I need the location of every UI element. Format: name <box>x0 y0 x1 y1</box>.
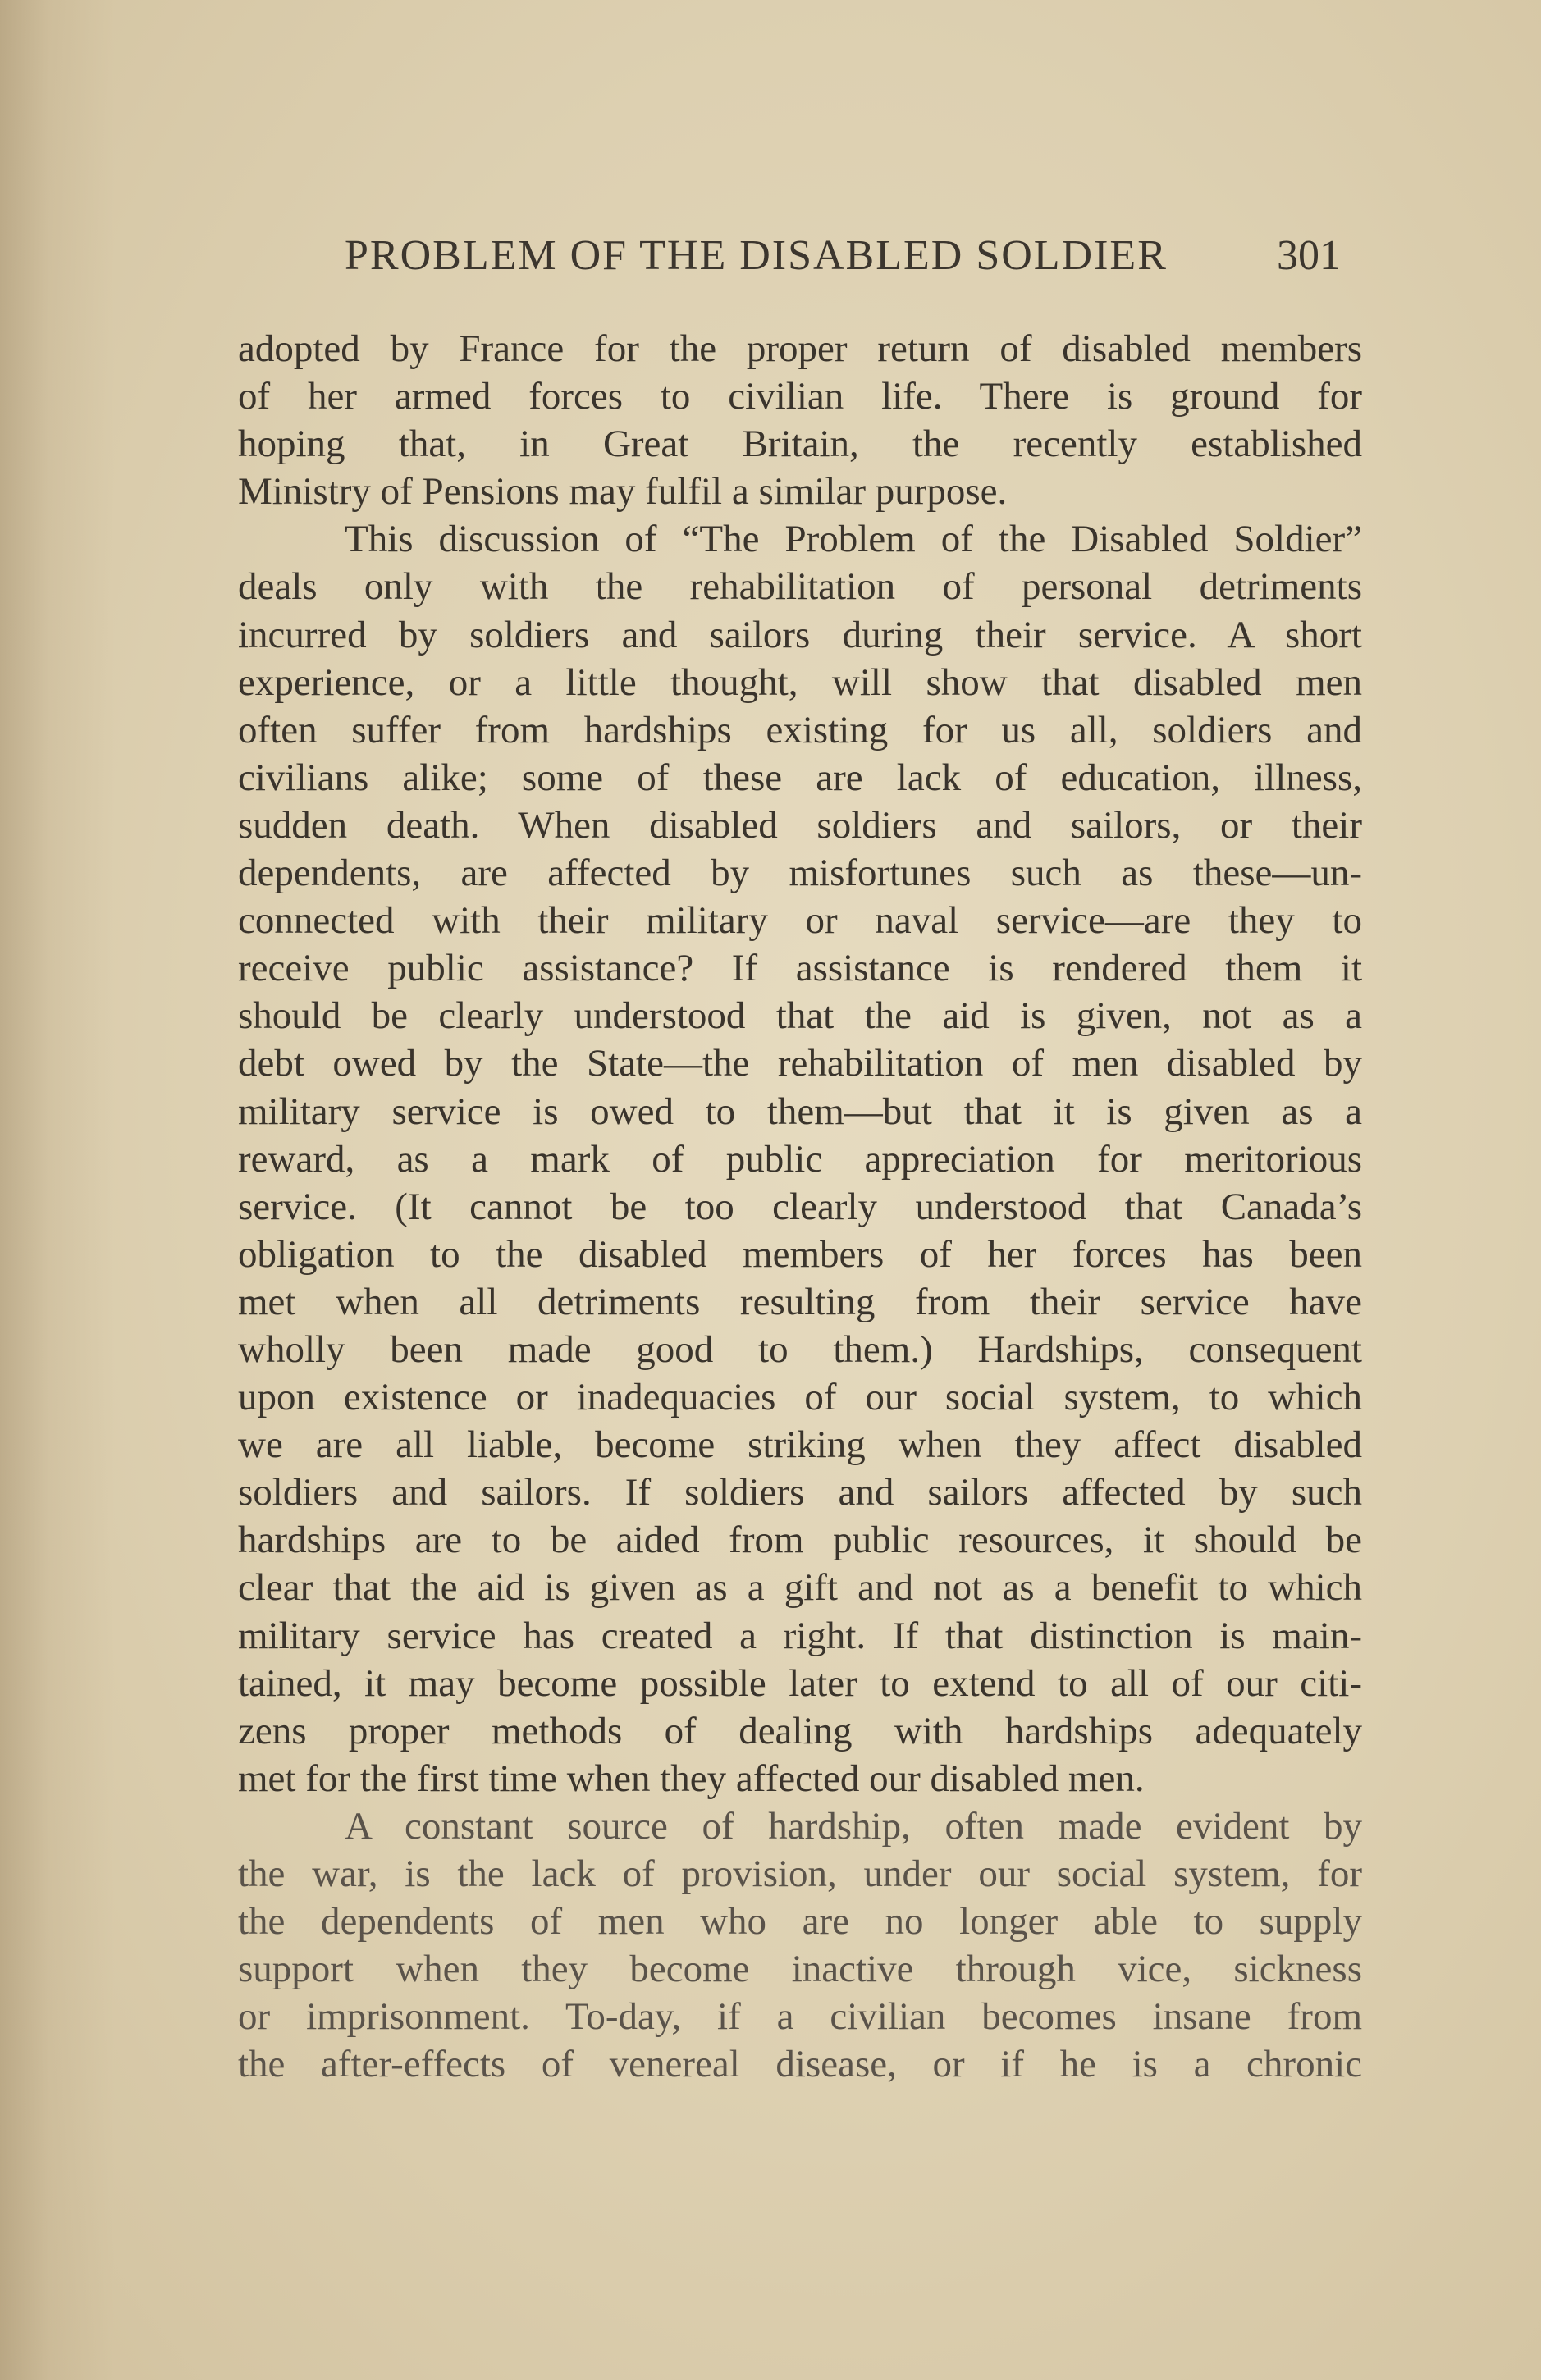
text-line: the after-effects of venereal disease, or if he is a chronic <box>238 2043 1362 2086</box>
text-line: tained, it may become possible later to extend to all of our citi- <box>238 1661 1362 1705</box>
text-line: upon existence or inadequacies of our social system, to which <box>238 1376 1362 1419</box>
text-line: deals only with the rehabilitation of personal detriments <box>238 565 1362 609</box>
text-line: met when all detriments resulting from their service have <box>238 1280 1362 1323</box>
text-line: clear that the aid is given as a gift and not as a benefit to which <box>238 1566 1362 1610</box>
text-line: service. (It cannot be too clearly understood that Canada’s <box>238 1185 1362 1228</box>
text-line: often suffer from hardships existing for us all, soldiers and <box>238 708 1362 751</box>
text-line: experience, or a little thought, will show that disabled men <box>238 660 1362 704</box>
running-head <box>345 231 1341 297</box>
text-line: adopted by France for the proper return of disabled members <box>238 327 1362 370</box>
text-line: receive public assistance? If assistance is rendered them it <box>238 947 1362 990</box>
text-line: Ministry of Pensions may fulfil a similar purpose. <box>238 470 1008 514</box>
page-number: 301 <box>1277 232 1341 279</box>
text-line: should be clearly understood that the aid is given, not as a <box>238 994 1362 1038</box>
text-line: A constant source of hardship, often made evident by <box>345 1804 1362 1848</box>
text-line: the dependents of men who are no longer able to supply <box>238 1900 1362 1944</box>
text-line: of her armed forces to civilian life. There is ground for <box>238 375 1362 418</box>
text-line: zens proper methods of dealing with hardships adequately <box>238 1709 1362 1752</box>
text-line: civilians alike; some of these are lack of education, illness, <box>238 756 1362 799</box>
body-text <box>238 325 1362 2088</box>
text-line: reward, as a mark of public appreciation for meritorious <box>238 1137 1362 1181</box>
text-line: incurred by soldiers and sailors during their service. A short <box>238 613 1362 656</box>
text-line: connected with their military or naval service—are they to <box>238 899 1362 943</box>
text-line: military service is owed to them—but that it is given as a <box>238 1090 1362 1133</box>
text-line: hardships are to be aided from public resources, it should be <box>238 1519 1362 1562</box>
text-line: met for the first time when they affected our disabled men. <box>238 1756 1145 1800</box>
text-line: support when they become inactive through vice, sickness <box>238 1948 1362 1991</box>
text-line: military service has created a right. If that distinction is main- <box>238 1614 1362 1657</box>
text-line: debt owed by the State—the rehabilitation of men disabled by <box>238 1042 1362 1085</box>
running-title: PROBLEM OF THE DISABLED SOLDIER <box>345 232 1168 279</box>
text-line: obligation to the disabled members of her forces has been <box>238 1232 1362 1276</box>
text-line: we are all liable, become striking when they affect disabled <box>238 1423 1362 1467</box>
text-line: dependents, are affected by misfortunes such as these—un- <box>238 852 1362 895</box>
text-line: soldiers and sailors. If soldiers and sailors affected by such <box>238 1471 1362 1514</box>
text-line: wholly been made good to them.) Hardships, consequent <box>238 1327 1362 1371</box>
text-line: the war, is the lack of provision, under our social system, for <box>238 1852 1362 1895</box>
text-line: or imprisonment. To-day, if a civilian becomes insane from <box>238 1995 1362 2039</box>
text-line: This discussion of “The Problem of the Disabled Soldier” <box>345 518 1362 561</box>
text-line: sudden death. When disabled soldiers and sailors, or their <box>238 803 1362 847</box>
text-line: hoping that, in Great Britain, the recently established <box>238 423 1362 466</box>
